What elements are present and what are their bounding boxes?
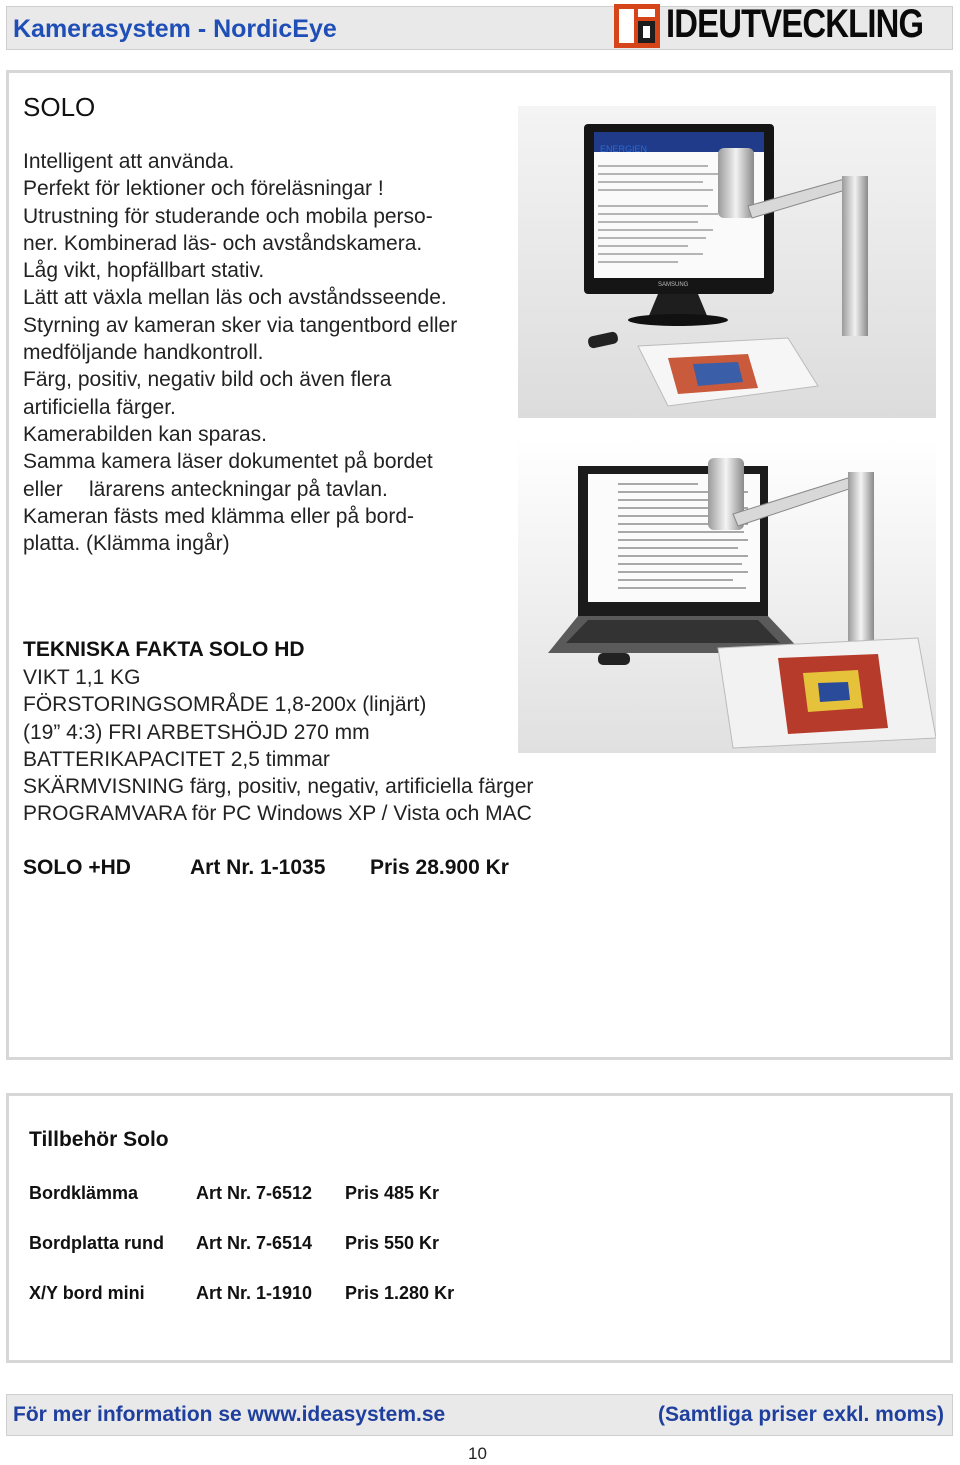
footer-info: För mer information se www.ideasystem.se [13, 1403, 446, 1426]
feature-item: Styrning av kameran sker via tangentbord eller [23, 313, 458, 337]
monitor-brand: SAMSUNG [658, 282, 689, 288]
product-name: SOLO [23, 92, 96, 122]
footer-price-note: (Samtliga priser exkl. moms) [658, 1403, 944, 1426]
feature-item: Kamerabilden kan sparas. [23, 422, 267, 446]
accessory-price: Pris 1.280 Kr [345, 1283, 455, 1303]
tech-spec: (19” 4:3) FRI ARBETSHÖJD 270 mm [23, 720, 370, 744]
feature-eller: eller [23, 477, 63, 501]
feature-item: Färg, positiv, negativ bild och även flera [23, 368, 392, 392]
tech-spec: FÖRSTORINGSOMRÅDE 1,8-200x (linjärt) [23, 693, 427, 717]
accessory-art: Art Nr. 7-6514 [196, 1233, 313, 1253]
accessories-title: Tillbehör Solo [29, 1128, 169, 1151]
accessory-name: X/Y bord mini [29, 1283, 145, 1303]
feature-item: medföljande handkontroll. [23, 341, 264, 365]
accessory-art: Art Nr. 1-1910 [196, 1283, 313, 1303]
accessory-name: Bordplatta rund [29, 1233, 164, 1253]
feature-item [23, 476, 523, 503]
product-photo-monitor [518, 106, 936, 418]
tech-spec: VIKT 1,1 KG [23, 666, 141, 689]
tech-spec: BATTERIKAPACITET 2,5 timmar [23, 747, 330, 771]
price-model: SOLO +HD [23, 856, 131, 879]
feature-item: artificiella färger. [23, 395, 176, 419]
screen-heading: ENERGIEN [600, 144, 648, 154]
page-footer [6, 1394, 953, 1436]
page-number: 10 [468, 1444, 487, 1463]
page-title: Kamerasystem - NordicEye [13, 15, 337, 43]
price-art-number: Art Nr. 1-1035 [190, 856, 326, 879]
accessory-art: Art Nr. 7-6512 [196, 1183, 313, 1203]
feature-item: ner. Kombinerad läs- och avståndskamera. [23, 231, 423, 255]
accessory-name: Bordklämma [29, 1183, 139, 1203]
feature-item: Lätt att växla mellan läs och avståndsseende. [23, 286, 447, 310]
feature-item: Utrustning för studerande och mobila perso- [23, 204, 433, 228]
tech-spec: PROGRAMVARA för PC Windows XP / Vista och MAC [23, 802, 532, 826]
accessory-price: Pris 550 Kr [345, 1233, 440, 1253]
tech-facts-list [23, 664, 533, 828]
company-logo [614, 2, 954, 50]
feature-item: Samma kamera läser dokumentet på bordet [23, 450, 433, 474]
feature-item: Låg vikt, hopfällbart stativ. [23, 259, 265, 283]
feature-tavlan: lärarens anteckningar på tavlan. [89, 477, 388, 501]
product-photo-laptop [518, 438, 936, 753]
feature-item: Perfekt för lektioner och föreläsningar ! [23, 177, 384, 201]
feature-list [23, 148, 523, 557]
price-value: Pris 28.900 Kr [370, 856, 509, 879]
feature-item: Intelligent att använda. [23, 150, 235, 173]
feature-item: platta. (Klämma ingår) [23, 532, 230, 556]
accessory-price: Pris 485 Kr [345, 1183, 440, 1203]
ideutveckling-logo-icon [614, 4, 660, 48]
tech-facts-title: TEKNISKA FAKTA SOLO HD [23, 638, 305, 661]
logo-wordmark: IDEUTVECKLING [666, 2, 924, 46]
tech-spec: SKÄRMVISNING färg, positiv, negativ, artificiella färger [23, 775, 534, 799]
feature-item: Kameran fästs med klämma eller på bord- [23, 504, 414, 528]
